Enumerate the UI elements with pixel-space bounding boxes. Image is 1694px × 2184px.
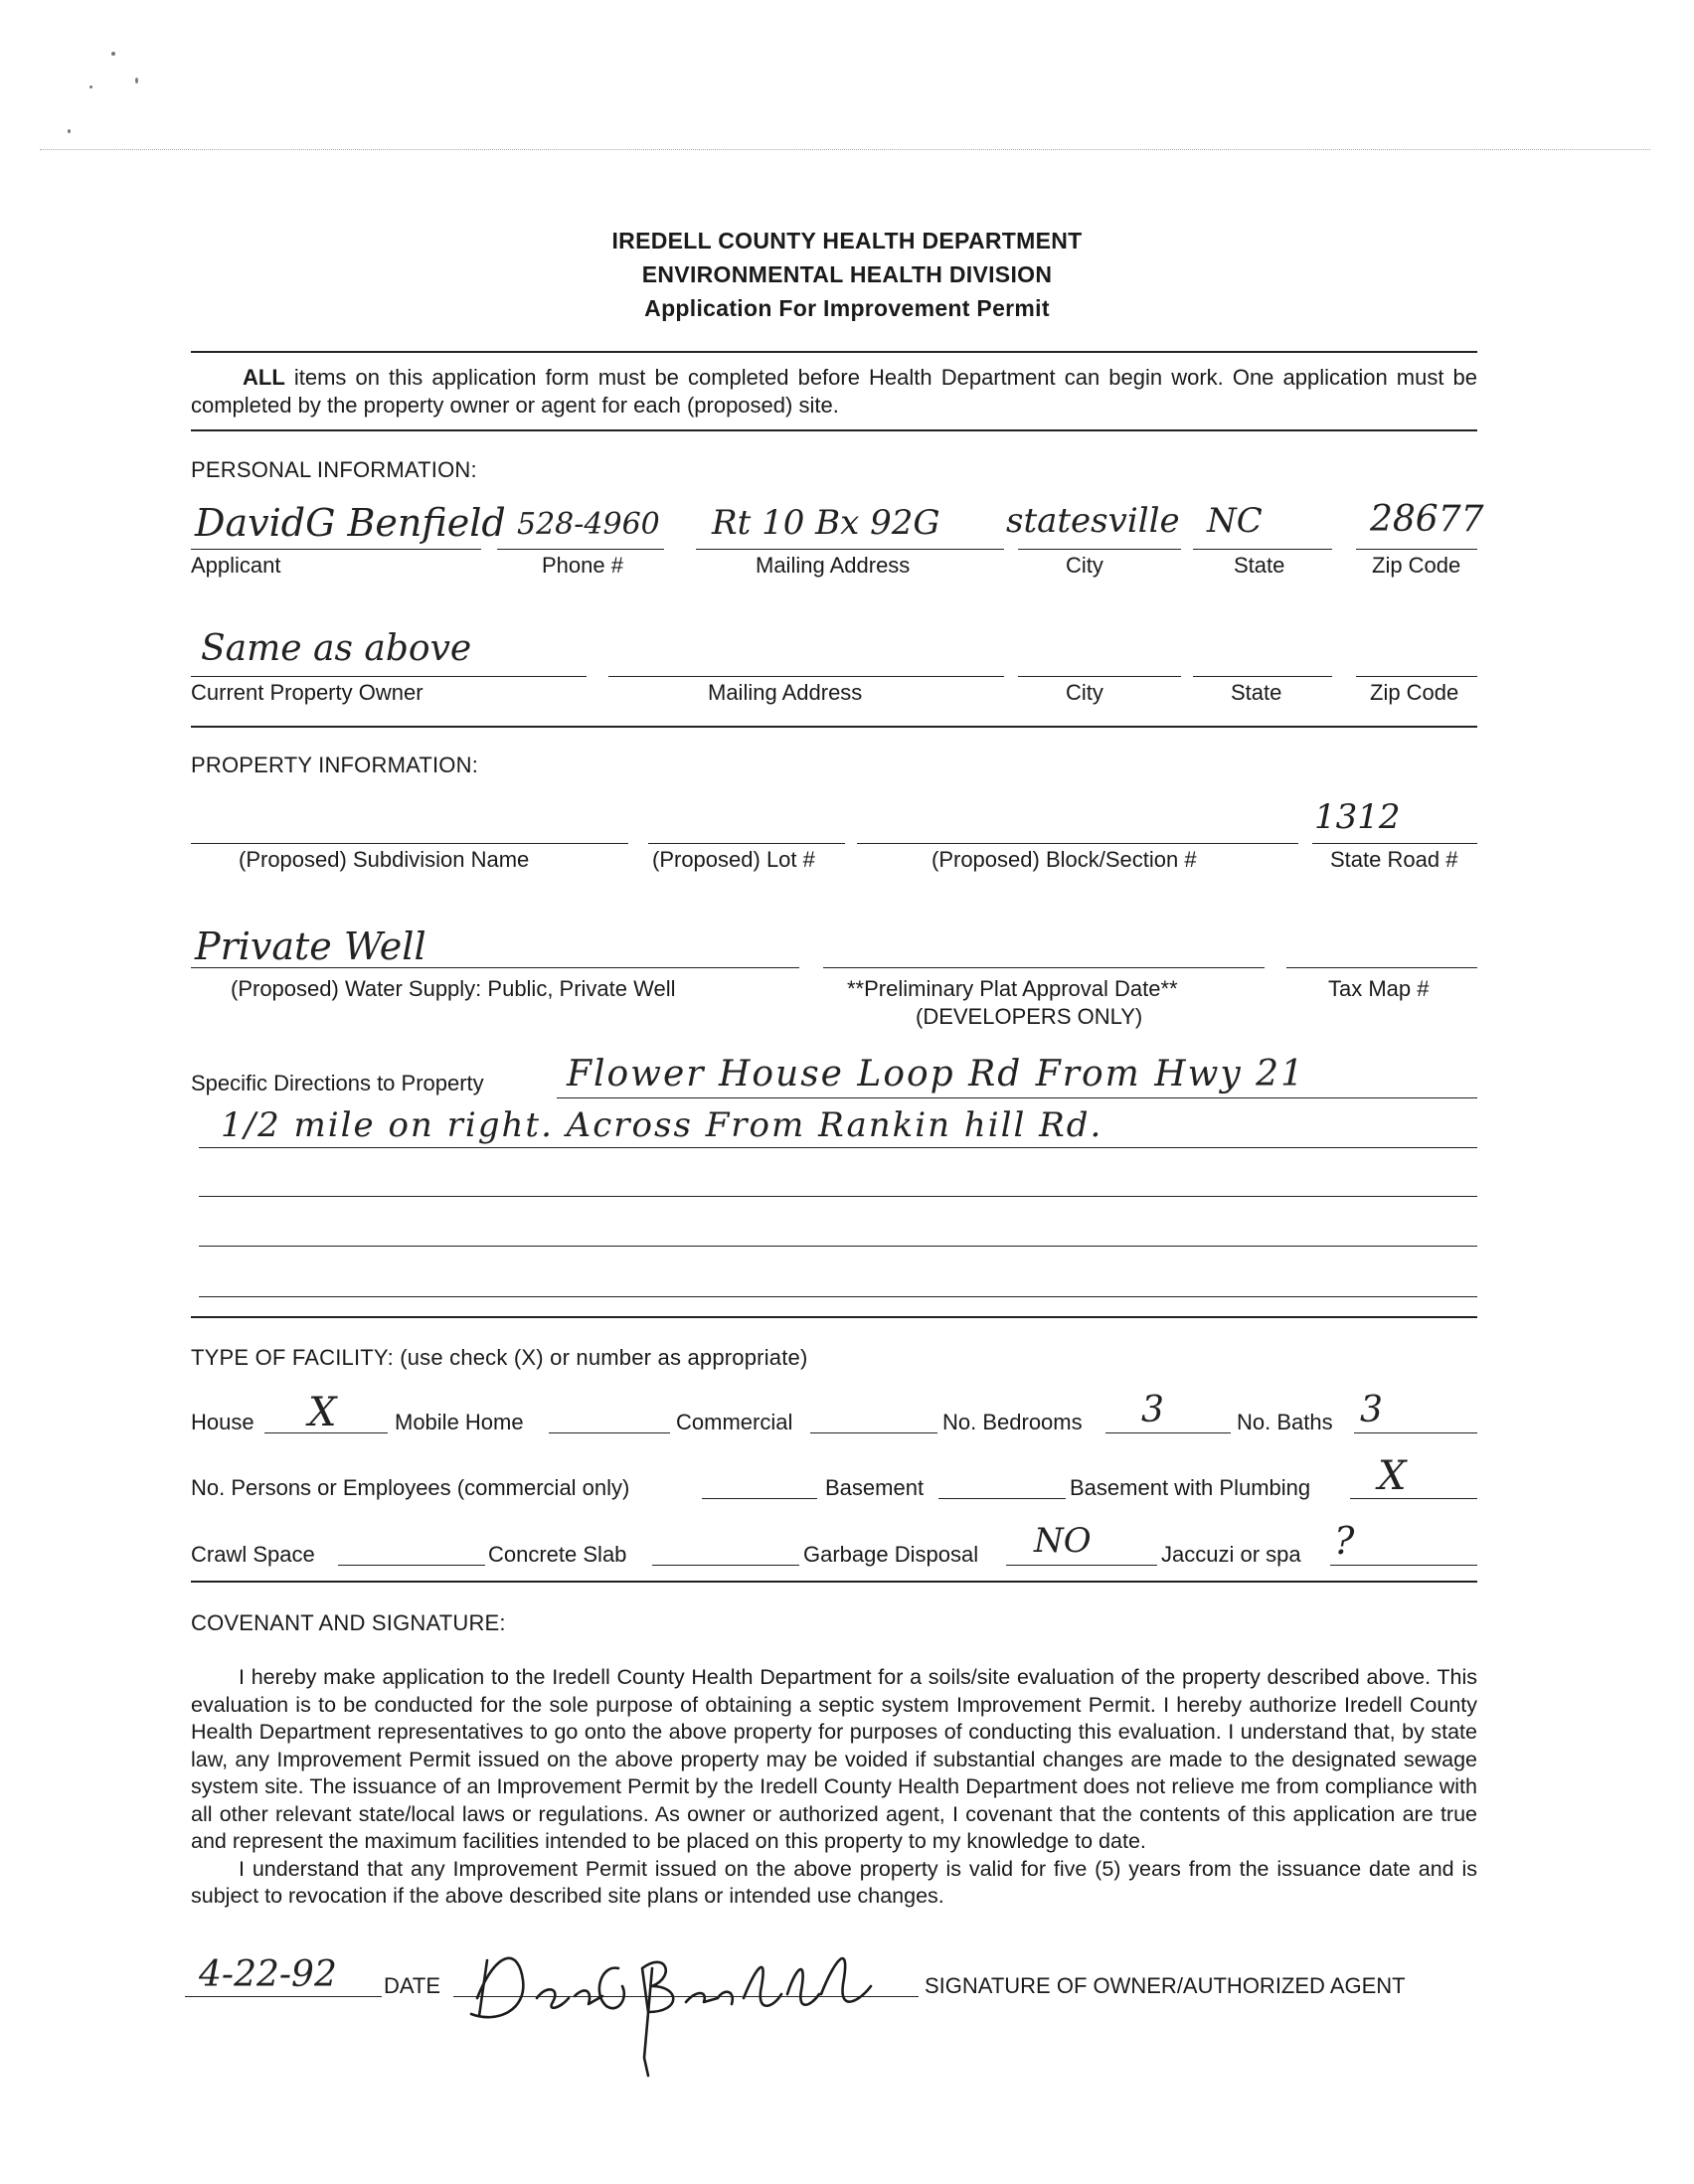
subdivision-label: (Proposed) Subdivision Name <box>239 847 530 872</box>
state-road-line <box>1312 843 1477 844</box>
bedrooms-label: No. Bedrooms <box>942 1410 1083 1434</box>
block-line <box>857 843 1298 844</box>
signature-line-end <box>915 1996 919 1997</box>
directions-line-3 <box>199 1196 1477 1197</box>
signature-image <box>457 1929 895 2088</box>
covenant-heading: COVENANT AND SIGNATURE: <box>191 1610 506 1635</box>
applicant-name-line <box>191 549 481 550</box>
facility-rule <box>191 1581 1477 1583</box>
crawl-space-line <box>338 1565 485 1566</box>
owner-zip-label: Zip Code <box>1370 680 1459 705</box>
block-label: (Proposed) Block/Section # <box>932 847 1197 872</box>
applicant-phone-value: 528-4960 <box>517 507 660 542</box>
house-label: House <box>191 1410 254 1434</box>
header-rule <box>191 351 1477 353</box>
intro-rule <box>191 429 1477 431</box>
mobile-home-label: Mobile Home <box>395 1410 524 1434</box>
state-road-value: 1312 <box>1314 797 1401 837</box>
owner-name-value: Same as above <box>201 628 472 669</box>
directions-label: Specific Directions to Property <box>191 1071 484 1095</box>
date-line <box>185 1996 382 1997</box>
state-road-label: State Road # <box>1330 847 1458 872</box>
directions-line-5 <box>199 1296 1477 1297</box>
persons-label: No. Persons or Employees (commercial only) <box>191 1475 630 1500</box>
property-rule <box>191 1316 1477 1318</box>
date-label: DATE <box>384 1973 441 1998</box>
applicant-city-line <box>1018 549 1181 550</box>
developers-only-label: (DEVELOPERS ONLY) <box>916 1004 1143 1029</box>
lot-label: (Proposed) Lot # <box>652 847 815 872</box>
applicant-zip-value: 28677 <box>1370 499 1484 540</box>
tax-map-label: Tax Map # <box>1328 976 1430 1001</box>
mobile-home-line <box>549 1432 670 1433</box>
owner-name-line <box>191 676 587 677</box>
bedrooms-value: 3 <box>1141 1390 1164 1430</box>
applicant-state-value: NC <box>1207 501 1263 541</box>
intro-bold: ALL <box>243 365 285 390</box>
personal-rule <box>191 726 1477 728</box>
state-label: State <box>1234 553 1285 578</box>
concrete-slab-line <box>652 1565 799 1566</box>
baths-line <box>1354 1432 1477 1433</box>
jacuzzi-label: Jaccuzi or spa <box>1161 1542 1301 1567</box>
applicant-label: Applicant <box>191 553 281 578</box>
header-division: ENVIRONMENTAL HEALTH DIVISION <box>641 261 1053 287</box>
owner-state-label: State <box>1231 680 1282 705</box>
owner-state-line <box>1193 676 1332 677</box>
intro-text <box>191 364 1477 419</box>
water-supply-label: (Proposed) Water Supply: Public, Private Well <box>231 976 676 1001</box>
header-form-title: Application For Improvement Permit <box>644 295 1050 321</box>
property-info-heading: PROPERTY INFORMATION: <box>191 753 479 777</box>
garbage-disposal-label: Garbage Disposal <box>803 1542 979 1567</box>
basement-plumbing-value: X <box>1378 1453 1407 1499</box>
crawl-space-label: Crawl Space <box>191 1542 315 1567</box>
signature-label: SIGNATURE OF OWNER/AUTHORIZED AGENT <box>925 1973 1406 1998</box>
garbage-disposal-line <box>1006 1565 1157 1566</box>
header-department: IREDELL COUNTY HEALTH DEPARTMENT <box>611 228 1083 253</box>
garbage-disposal-value: NO <box>1034 1521 1092 1561</box>
basement-line <box>938 1498 1066 1499</box>
applicant-phone-line <box>497 549 664 550</box>
scan-speck <box>111 52 115 56</box>
commercial-label: Commercial <box>676 1410 793 1434</box>
applicant-state-line <box>1193 549 1332 550</box>
applicant-address-line <box>696 549 1004 550</box>
plat-date-line <box>823 967 1265 968</box>
directions-line1-value: Flower House Loop Rd From Hwy 21 <box>567 1054 1305 1094</box>
subdivision-line <box>191 843 628 844</box>
directions-line-2 <box>199 1147 1477 1148</box>
owner-label: Current Property Owner <box>191 680 424 705</box>
baths-label: No. Baths <box>1237 1410 1333 1434</box>
owner-city-label: City <box>1066 680 1103 705</box>
owner-city-line <box>1018 676 1181 677</box>
applicant-address-value: Rt 10 Bx 92G <box>712 503 940 543</box>
owner-address-line <box>608 676 1004 677</box>
covenant-paragraph-2: I understand that any Improvement Permit issued on the above property is valid for five (5) years from the issuance date and is subject to revocation if the above described site plans or intended use changes. <box>191 1856 1477 1908</box>
personal-info-heading: PERSONAL INFORMATION: <box>191 457 477 482</box>
covenant-paragraph-1: I hereby make application to the Iredell County Health Department for a soils/site evaluation of the property described above. This evaluation is to be conducted for the sole purpose of obtaining a septic system Improvement Permit. I hereby authorize Iredell County Health Department representatives to go onto the above property for purposes of conducting this evaluation. I understand that, by state law, any Improvement Permit issued on the above property may be voided if substantial changes are made to the designated sewage system site. The issuance of an Improvement Permit by the Iredell County Health Department does not relieve me from compliance with all other relevant state/local laws or regulations. As owner or authorized agent, I covenant that the contents of this application are true and represent the maximum facilities intended to be placed on this property to my knowledge to date. <box>191 1665 1477 1853</box>
owner-zip-line <box>1356 676 1477 677</box>
zip-code-label: Zip Code <box>1372 553 1461 578</box>
water-supply-value: Private Well <box>195 924 426 968</box>
scan-artifact-dotted-rule <box>40 149 1650 150</box>
date-value: 4-22-92 <box>199 1954 337 1995</box>
scan-speck <box>135 78 138 84</box>
baths-value: 3 <box>1360 1390 1383 1430</box>
covenant-text <box>191 1664 1477 1911</box>
directions-line2-value: 1/2 mile on right. Across From Rankin hill Rd. <box>221 1105 1103 1145</box>
owner-address-label: Mailing Address <box>708 680 863 705</box>
lot-line <box>648 843 845 844</box>
applicant-zip-line <box>1356 549 1477 550</box>
scan-speck <box>68 129 71 133</box>
jacuzzi-line <box>1330 1565 1477 1566</box>
bedrooms-line <box>1105 1432 1231 1433</box>
directions-line-4 <box>199 1246 1477 1247</box>
directions-line-1 <box>557 1097 1477 1098</box>
water-supply-line <box>191 967 799 968</box>
applicant-city-value: statesville <box>1006 501 1180 541</box>
phone-label: Phone # <box>542 553 623 578</box>
plat-approval-label: **Preliminary Plat Approval Date** <box>847 976 1178 1001</box>
city-label: City <box>1066 553 1103 578</box>
commercial-line <box>810 1432 937 1433</box>
applicant-name-value: DavidG Benfield <box>195 501 506 545</box>
persons-line <box>702 1498 817 1499</box>
jacuzzi-value: ? <box>1334 1519 1355 1563</box>
basement-plumbing-line <box>1350 1498 1477 1499</box>
concrete-slab-label: Concrete Slab <box>488 1542 627 1567</box>
tax-map-line <box>1286 967 1477 968</box>
house-value: X <box>308 1390 337 1435</box>
basement-label: Basement <box>825 1475 925 1500</box>
basement-plumbing-label: Basement with Plumbing <box>1070 1475 1311 1500</box>
intro-body: items on this application form must be completed before Health Department can begin work. One application must be completed by the property owner or agent for each (proposed) site. <box>191 365 1477 418</box>
mailing-address-label: Mailing Address <box>756 553 911 578</box>
scan-speck <box>89 85 92 88</box>
facility-heading: TYPE OF FACILITY: (use check (X) or number as appropriate) <box>191 1345 808 1370</box>
